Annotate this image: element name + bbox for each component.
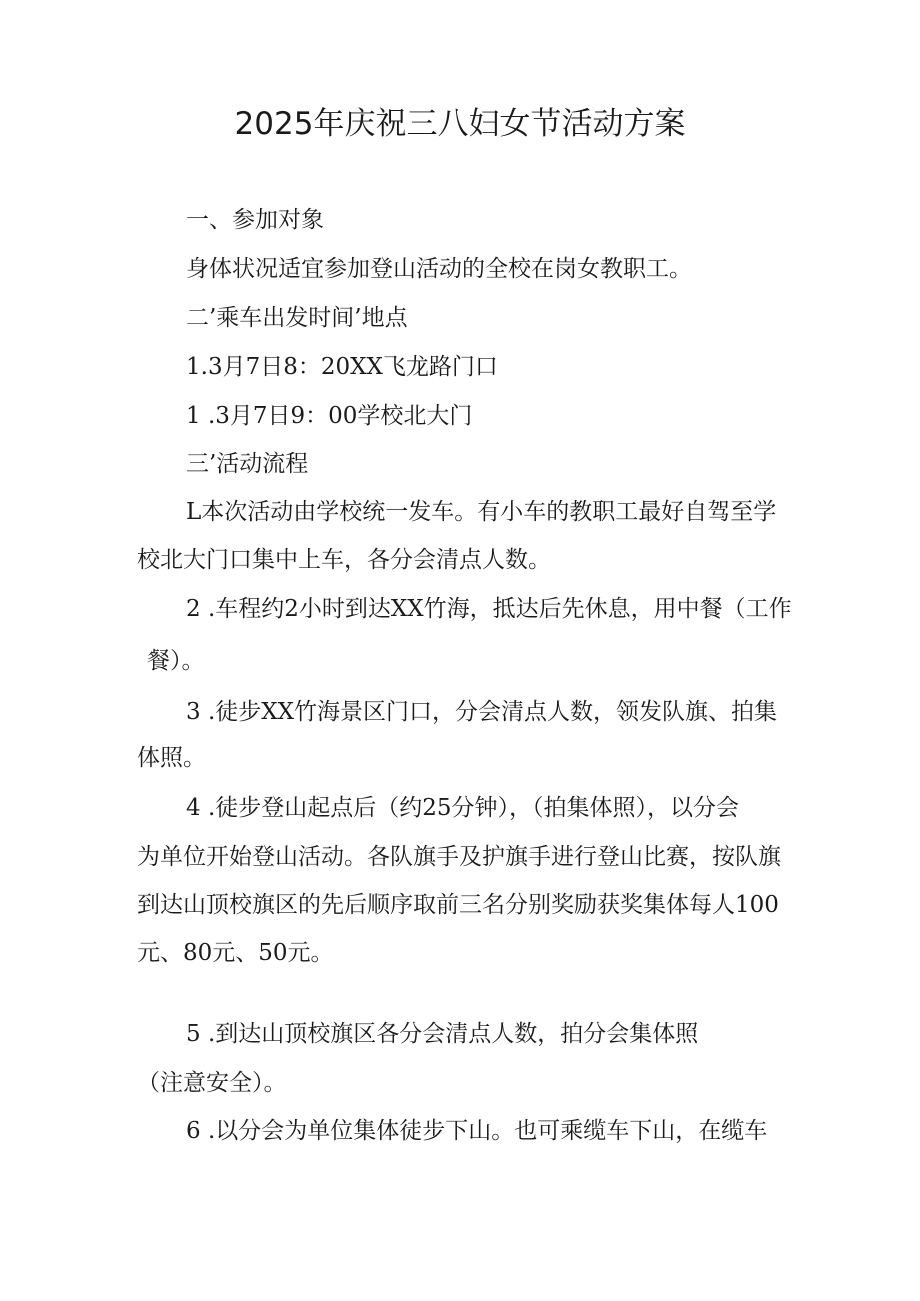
paragraph-line: L本次活动由学校统一发车。有小车的教职工最好自驾至学 [186,499,777,525]
list-item-line: 2 .车程约2小时到达XX竹海，抵达后先休息，用中餐（工作 [186,596,792,622]
paragraph-line: 校北大门口集中上车，各分会清点人数。 [137,547,551,573]
document-title: 2025年庆祝三八妇女节活动方案 [234,106,686,142]
paragraph-line: （注意安全）。 [137,1070,287,1096]
paragraph-line: 餐）。 [147,648,205,674]
paragraph-line: 为单位开始登山活动。各队旗手及护旗手进行登山比赛，按队旗 [137,844,781,870]
section-heading-departure: 二’乘车出发时间’地点 [186,305,408,331]
paragraph-line: 到达山顶校旗区的先后顺序取前三名分别奖励获奖集体每人100 [137,892,779,918]
section-heading-process: 三’活动流程 [186,451,309,477]
list-item-line: 5 .到达山顶校旗区各分会清点人数，拍分会集体照 [186,1021,699,1047]
list-item-line: 6 .以分会为单位集体徒步下山。也可乘缆车下山，在缆车 [186,1118,768,1144]
section-heading-participants: 一、参加对象 [186,207,324,233]
paragraph-line: 元、80元、50元。 [137,940,334,966]
list-item-line: 3 .徒步XX竹海景区门口，分会清点人数，领发队旗、拍集 [186,699,778,725]
list-item-line: 4 .徒步登山起点后（约25分钟），（拍集体照），以分会 [186,795,740,821]
paragraph-line: 体照。 [137,745,206,771]
list-item-line: 1.3月7日8：20XX飞龙路门口 [186,354,498,380]
paragraph-line: 身体状况适宜参加登山活动的全校在岗女教职工。 [186,256,692,282]
list-item-line: 1 .3月7日9：00学校北大门 [186,403,473,429]
